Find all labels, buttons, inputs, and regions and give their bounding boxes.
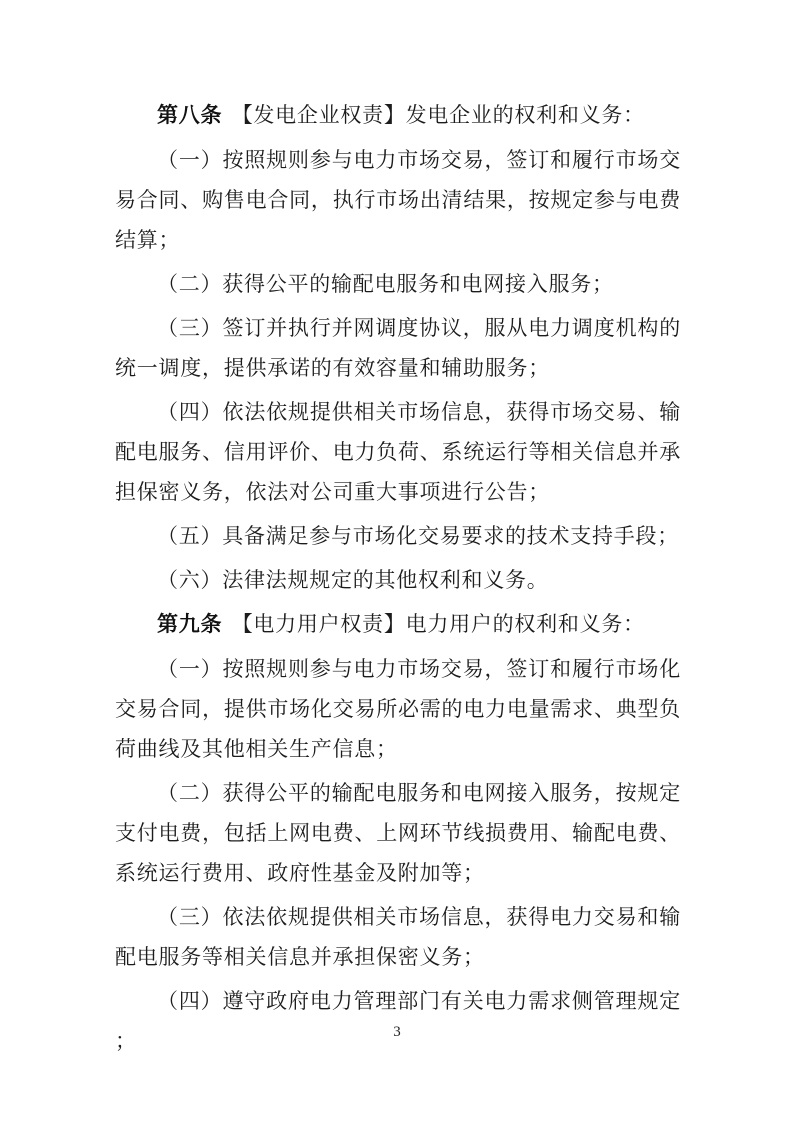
- clause-paragraph: （六）法律法规规定的其他权利和义务。: [157, 568, 549, 592]
- article-heading: [115, 95, 681, 136]
- document-body: [115, 95, 681, 1065]
- clause-paragraph: （四）依法依规提供相关市场信息，获得市场交易、输配电服务、信用评价、电力负荷、系统运行等相关信息并承担保密义务，依法对公司重大事项进行公告；: [115, 400, 681, 504]
- article-heading: [115, 604, 681, 645]
- clause-paragraph: （三）签订并执行并网调度协议，服从电力调度机构的统一调度，提供承诺的有效容量和辅助服务；: [115, 316, 681, 380]
- article-title-text: 【发电企业权责】发电企业的权利和义务：: [231, 103, 645, 127]
- article-number: 第八条: [157, 104, 223, 127]
- page-number: 3: [393, 1024, 401, 1040]
- clause-paragraph: （一）按照规则参与电力市场交易，签订和履行市场交易合同、购售电合同，执行市场出清结果，按规定参与电费结算；: [115, 148, 681, 252]
- clause-paragraph: （四）遵守政府电力管理部门有关电力需求侧管理规定；: [115, 989, 681, 1053]
- article-title-text: 【电力用户权责】电力用户的权利和义务：: [231, 612, 645, 636]
- article-number: 第九条: [157, 613, 223, 636]
- clause-paragraph: （三）依法依规提供相关市场信息，获得电力交易和输配电服务等相关信息并承担保密义务；: [115, 905, 681, 969]
- clause-paragraph: （五）具备满足参与市场化交易要求的技术支持手段；: [157, 524, 679, 548]
- clause-paragraph: （一）按照规则参与电力市场交易，签订和履行市场化交易合同，提供市场化交易所必需的电力电量需求、典型负荷曲线及其他相关生产信息；: [115, 657, 681, 761]
- clause-paragraph: （二）获得公平的输配电服务和电网接入服务，按规定支付电费，包括上网电费、上网环节线损费用、输配电费、系统运行费用、政府性基金及附加等；: [115, 781, 681, 885]
- clause-paragraph: （二）获得公平的输配电服务和电网接入服务；: [157, 272, 614, 296]
